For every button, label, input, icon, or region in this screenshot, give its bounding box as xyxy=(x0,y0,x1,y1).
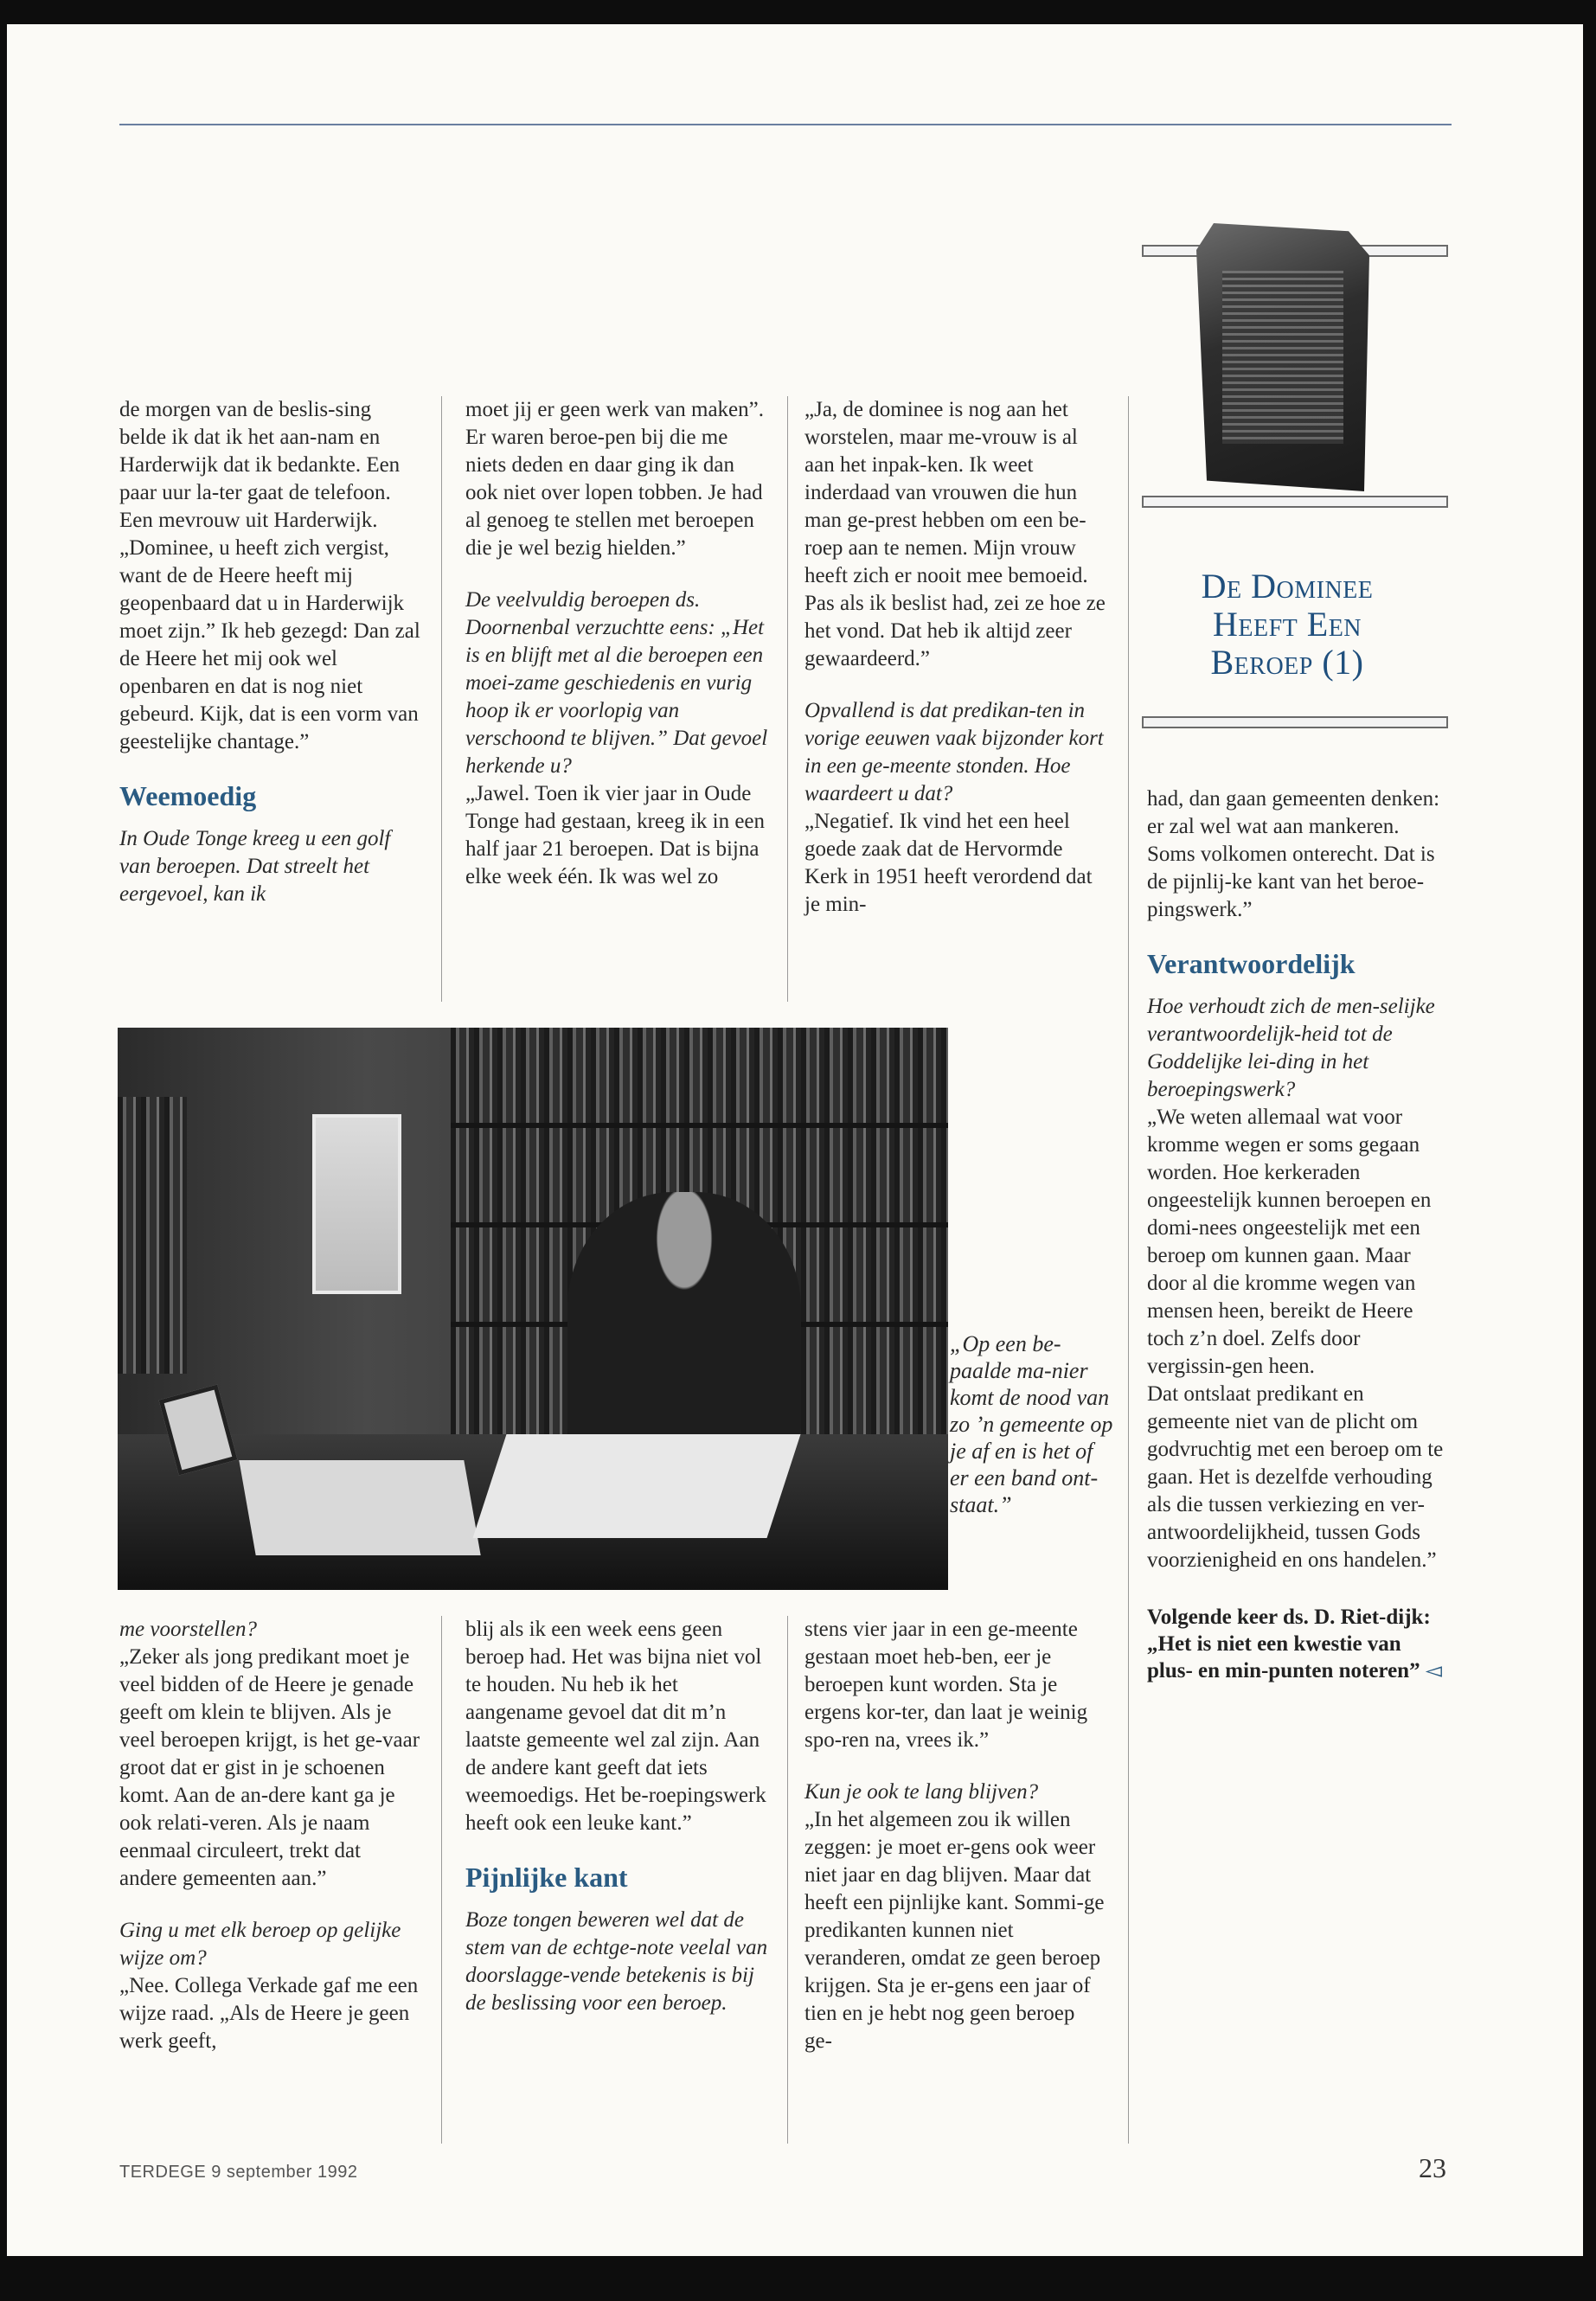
column-3-top xyxy=(804,396,1107,919)
paragraph: had, dan gaan gemeenten denken: er zal wel wat aan mankeren. Soms volkomen onterecht. Dat is de pijnlij-ke kant van het beroe-pingswerk.” xyxy=(1147,787,1440,921)
question: Boze tongen beweren wel dat de stem van de echtge-note veelal van doorslagge-vende betekenis is bij de beslissing voor een beroep. xyxy=(465,1908,768,2015)
paragraph: „Jawel. Toen ik vier jaar in Oude Tonge had gestaan, kreeg ik in een half jaar 21 beroepen. Dat is bijna elke week één. Ik was wel zo xyxy=(465,782,766,888)
column-divider xyxy=(787,396,788,1002)
question: De veelvuldig beroepen ds. Doornenbal verzuchtte eens: „Het is en blijft met al die beroepen een moei-zame geschiedenis en vurig hoop ik er voorlopig van verschoond te blijven.” Dat gevoel herkende u? xyxy=(465,588,768,778)
column-divider xyxy=(441,396,442,1002)
question: Opvallend is dat predikan-ten in vorige eeuwen vaak bijzonder kort in een ge-meente stonden. Hoe waardeert u dat? xyxy=(804,699,1104,805)
paragraph: „Negatief. Ik vind het een heel goede zaak dat de Hervormde Kerk in 1951 heeft verordend dat je min- xyxy=(804,810,1093,916)
title-line: De Dominee xyxy=(1201,567,1374,606)
footer-magazine-date: TERDEGE 9 september 1992 xyxy=(119,2163,358,2182)
question: Kun je ook te lang blijven? xyxy=(804,1780,1039,1804)
column-2-top xyxy=(465,396,768,891)
top-rule xyxy=(119,124,1452,125)
paragraph: „In het algemeen zou ik willen zeggen: je moet er-gens ook weer niet jaar en dag blijven. Maar dat heeft een pijnlijke kant. Sommi-ge predikanten kunnen niet veranderen, omdat ze geen beroep krijgen. Sta je er-gens een jaar of tien en je hebt nog geen beroep ge- xyxy=(804,1808,1105,2053)
column-divider xyxy=(441,1616,442,2144)
man-figure xyxy=(567,1192,801,1452)
end-mark: ◅ xyxy=(1425,1659,1443,1682)
box-rule-bottom xyxy=(1142,716,1448,728)
paragraph: „Nee. Collega Verkade gaf me een wijze raad. „Als de Heere je geen werk geeft, xyxy=(119,1974,419,2053)
column-1-top xyxy=(119,396,422,908)
heading-pijnlijke-kant: Pijnlijke kant xyxy=(465,1862,628,1893)
memorial-plaque-image xyxy=(1196,223,1369,491)
heading-verantwoordelijk: Verantwoordelijk xyxy=(1147,948,1356,979)
next-issue-teaser: Volgende keer ds. D. Riet-dijk: „Het is niet een kwestie van plus- en min-punten noteren” ◅ xyxy=(1147,1606,1443,1682)
column-3-bottom xyxy=(804,1616,1107,2055)
paragraph: moet jij er geen werk van maken”. Er waren beroe-pen bij die me niets deden en daar ging ik dan ook niet over lopen tobben. Je had al genoeg te stellen met beroepen die je wel bezig hielden.” xyxy=(465,398,764,560)
photo-minister-at-desk xyxy=(118,1028,948,1590)
paragraph: stens vier jaar in een ge-meente gestaan moet heb-ben, eer je beroepen kunt worden. Sta je ergens kor-ter, dan laat je weinig spo-ren na, vrees ik.” xyxy=(804,1618,1088,1752)
window xyxy=(312,1114,401,1294)
photo-caption: „Op een be-paalde ma-nier komt de nood van zo ’n gemeente op je af en is het of er een band ont-staat.” xyxy=(950,1331,1113,1517)
title-line: Beroep (1) xyxy=(1210,643,1364,682)
question: In Oude Tonge kreeg u een golf van beroepen. Dat streelt het eergevoel, kan ik xyxy=(119,827,391,906)
paragraph: Dat ontslaat predikant en gemeente niet van de plicht om godvruchtig met een beroep om te gaan. Het is dezelfde verhouding als die tussen verkiezing en ver-antwoordelijkheid, tussen Gods voorzienigheid en ons handelen.” xyxy=(1147,1382,1444,1572)
column-1-bottom xyxy=(119,1616,422,2055)
box-rule-mid xyxy=(1142,496,1448,508)
paragraph: de morgen van de beslis-sing belde ik dat ik het aan-nam en Harderwijk dat ik bedankte. Een paar uur la-ter gaat de telefoon. Een mevrouw uit Harderwijk. „Dominee, u heeft zich vergist, want de de Heere heeft mij geopenbaard dat u in Harderwijk moet zijn.” Ik heb gezegd: Dan zal de Heere het mij ook wel openbaren en dat is nog niet gebeurd. Kijk, dat is een vorm van geestelijke chantage.” xyxy=(119,398,420,753)
question: Hoe verhoudt zich de men-selijke verantwoordelijk-heid tot de Goddelijke lei-ding in het beroepingswerk? xyxy=(1147,995,1435,1101)
column-2-bottom xyxy=(465,1616,768,2017)
heading-weemoedig: Weemoedig xyxy=(119,780,257,811)
question: Ging u met elk beroep op gelijke wijze om? xyxy=(119,1919,401,1970)
magazine-page xyxy=(7,24,1583,2256)
article-title xyxy=(1140,567,1434,682)
title-line: Heeft Een xyxy=(1212,605,1362,644)
paragraph: „Ja, de dominee is nog aan het worstelen, maar me-vrouw is al aan het inpak-ken. Ik weet inderdaad van vrouwen die hun man ge-prest hebben om een be-roep aan te nemen. Mijn vrouw heeft zich er nooit mee bemoeid. Pas als ik beslist had, zei ze hoe ze het vond. Dat heb ik altijd zeer gewaardeerd.” xyxy=(804,398,1106,670)
column-4 xyxy=(1147,785,1445,1684)
paragraph: „We weten allemaal wat voor kromme wegen er soms gegaan worden. Hoe kerkeraden ongeestelijk kunnen beroepen en domi-nees ongeestelijk met een beroep om kunnen gaan. Maar door al die kromme wegen van mensen heen, bereikt de Heere toch z’n doel. Zelfs door vergissin-gen heen. xyxy=(1147,1106,1432,1378)
page-number: 23 xyxy=(1419,2152,1446,2183)
paragraph: „Zeker als jong predikant moet je veel bidden of de Heere je genade geeft om klein te blijven. Als je veel beroepen krijgt, is het ge-vaar groot dat er gist in je schoenen komt. Aan de an-dere kant ga je ook relati-veren. Als je naam eenmaal circuleert, trekt dat andere gemeenten aan.” xyxy=(119,1645,420,1890)
column-divider xyxy=(1128,396,1129,2144)
column-divider xyxy=(787,1616,788,2144)
paragraph: blij als ik een week eens geen beroep had. Het was bijna niet vol te houden. Nu heb ik het aangename gevoel dat dit m’n laatste gemeente wel zal zijn. Aan de andere kant geeft dat iets weemoedigs. Het be-roepingswerk heeft ook een leuke kant.” xyxy=(465,1618,766,1835)
question-end: me voorstellen? xyxy=(119,1618,257,1641)
